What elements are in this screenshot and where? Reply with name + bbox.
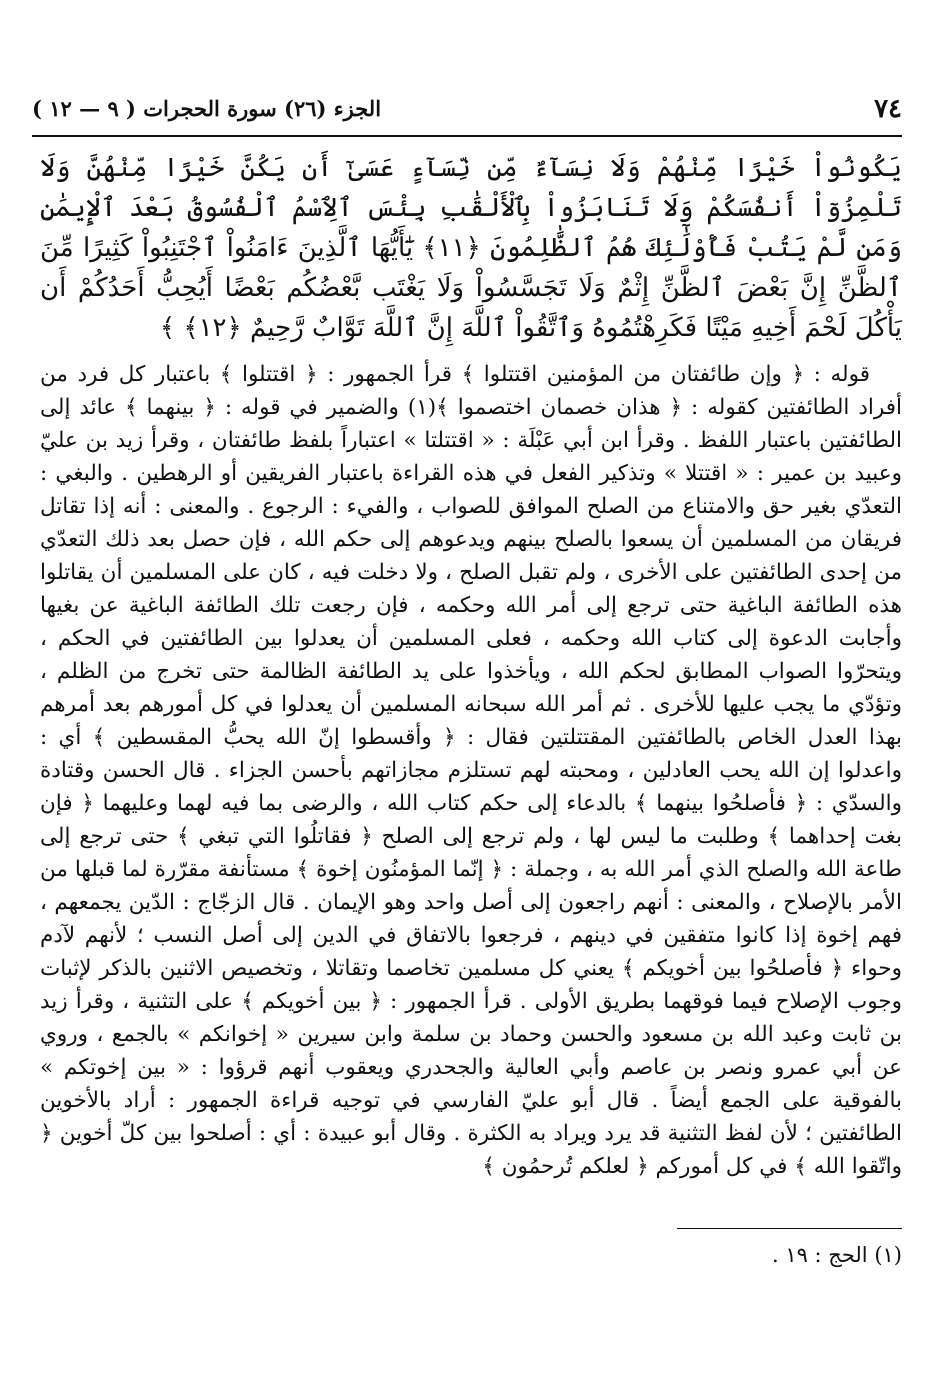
page-header [32,92,902,130]
footnote-rule [677,1228,902,1229]
running-title: الجزء (٢٦) سورة الحجرات ( ٩ — ١٢ ) [32,96,382,121]
header-rule [32,135,902,137]
commentary-paragraph: قوله : ﴿ وإن طائفتان من المؤمنين اقتتلوا ﴾ قرأ الجمهور : ﴿ اقتتلوا ﴾ باعتبار كل فرد من أفراد الطائفتين كقوله : ﴿ هذان خصمان اختصموا ﴾(١) والضمير في قوله : ﴿ بينهما ﴾ عائد إلى الطائفتين باعتبار اللفظ . وقرأ ابن أبي عَبْلَة : « اقتتلتا » اعتباراً بلفظ طائفتان ، وقرأ زيد بن عليّ وعبيد بن عمير : « اقتتلا » وتذكير الفعل في هذه القراءة باعتبار الفريقين أو الرهطين . والبغي : التعدّي بغير حق والامتناع من الصلح الموافق للصواب ، والفيء : الرجوع . والمعنى : أنه إذا تقاتل فريقان من المسلمين أن يسعوا بالصلح بينهم ويدعوهم إلى حكم الله ، فإن حصل بعد ذلك التعدّي من إحدى الطائفتين على الأخرى ، ولم تقبل الصلح ، ولا دخلت فيه ، كان على المسلمين أن يقاتلوا هذه الطائفة الباغية حتى ترجع إلى أمر الله وحكمه ، فإن رجعت تلك الطائفة الباغية عن بغيها وأجابت الدعوة إلى كتاب الله وحكمه ، فعلى المسلمين أن يعدلوا بين الطائفتين في الحكم ، ويتحرّوا الصواب المطابق لحكم الله ، ويأخذوا على يد الطائفة الظالمة حتى تخرج من الظلم ، وتؤدّي ما يجب عليها للأخرى . ثم أمر الله سبحانه المسلمين أن يعدلوا في كل أمورهم بعد أمرهم بهذا العدل الخاص بالطائفتين المقتتلتين فقال : ﴿ وأقسطوا إنّ الله يحبُّ المقسطين ﴾ أي : واعدلوا إن الله يحب العادلين ، ومحبته لهم تستلزم مجازاتهم بأحسن الجزاء . قال الحسن وقتادة والسدّي : ﴿ فأصلحُوا بينهما ﴾ بالدعاء إلى حكم كتاب الله ، والرضى بما فيه لهما وعليهما ﴿ فإن بغت إحداهما ﴾ وطلبت ما ليس لها ، ولم ترجع إلى الصلح ﴿ فقاتلُوا التي تبغي ﴾ حتى ترجع إلى طاعة الله والصلح الذي أمر الله به ، وجملة : ﴿ إنّما المؤمنُون إخوة ﴾ مستأنفة مقرّرة لما قبلها من الأمر بالإصلاح ، والمعنى : أنهم راجعون إلى أصل واحد وهو الإيمان . قال الزجّاج : الدّين يجمعهم ، فهم إخوة إذا كانوا متفقين في دينهم ، فرجعوا بالاتفاق في الدين إلى أصل النسب ؛ لأنهم لآدم وحواء ﴿ فأصلحُوا بين أخويكم ﴾ يعني كل مسلمين تخاصما وتقاتلا ، وتخصيص الاثنين بالذكر لإثبات وجوب الإصلاح فيما فوقهما بطريق الأولى . قرأ الجمهور : ﴿ بين أخويكم ﴾ على التثنية ، وقرأ زيد بن ثابت وعبد الله بن مسعود والحسن وحماد بن سلمة وابن سيرين « إخوانكم » بالجمع ، وروي عن أبي عمرو ونصر بن عاصم وأبي العالية والجحدري ويعقوب أنهم قرؤوا : « بين إخوتكم » بالفوقية على الجمع أيضاً . قال أبو عليّ الفارسي في توجيه قراءة الجمهور : أراد بالأخوين الطائفتين ؛ لأن لفظ التثنية قد يرد ويراد به الكثرة . وقال أبو عبيدة : أي : أصلحوا بين كلّ أخوين ﴿ واتّقوا الله ﴾ في كل أموركم ﴿ لعلكم تُرحمُون ﴾ [40,362,902,1179]
quran-verses: يَكُونُواْ خَيْرًا مِّنْهُمْ وَلَا نِسَآءٌ مِّن نِّسَآءٍ عَسَىٰٓ أَن يَكُنَّ خَيْرًا مِّنْهُنَّ وَلَا تَلْمِزُوٓاْ أَنفُسَكُمْ وَلَا تَنَابَزُواْ بِٱلْأَلْقَٰبِ بِئْسَ ٱلِٱسْمُ ٱلْفُسُوقُ بَعْدَ ٱلْإِيمَٰنِ وَمَن لَّمْ يَتُبْ فَأُوْلَٰٓئِكَ هُمُ ٱلظَّٰلِمُونَ ﴿١١﴾ يَٰٓأَيُّهَا ٱلَّذِينَ ءَامَنُواْ ٱجْتَنِبُواْ كَثِيرًا مِّنَ ٱلظَّنِّ إِنَّ بَعْضَ ٱلظَّنِّ إِثْمٌ وَلَا تَجَسَّسُواْ وَلَا يَغْتَب بَّعْضُكُم بَعْضًا أَيُحِبُّ أَحَدُكُمْ أَن يَأْكُلَ لَحْمَ أَخِيهِ مَيْتًا فَكَرِهْتُمُوهُ وَٱتَّقُواْ ٱللَّهَ إِنَّ ٱللَّهَ تَوَّابٌ رَّحِيمٌ ﴿١٢﴾ ﴾ [40,153,902,343]
tafsir-commentary [40,358,902,1183]
footnote: (١) الحج : ١٩ . [771,1243,902,1267]
page-number: ٧٤ [874,94,902,124]
